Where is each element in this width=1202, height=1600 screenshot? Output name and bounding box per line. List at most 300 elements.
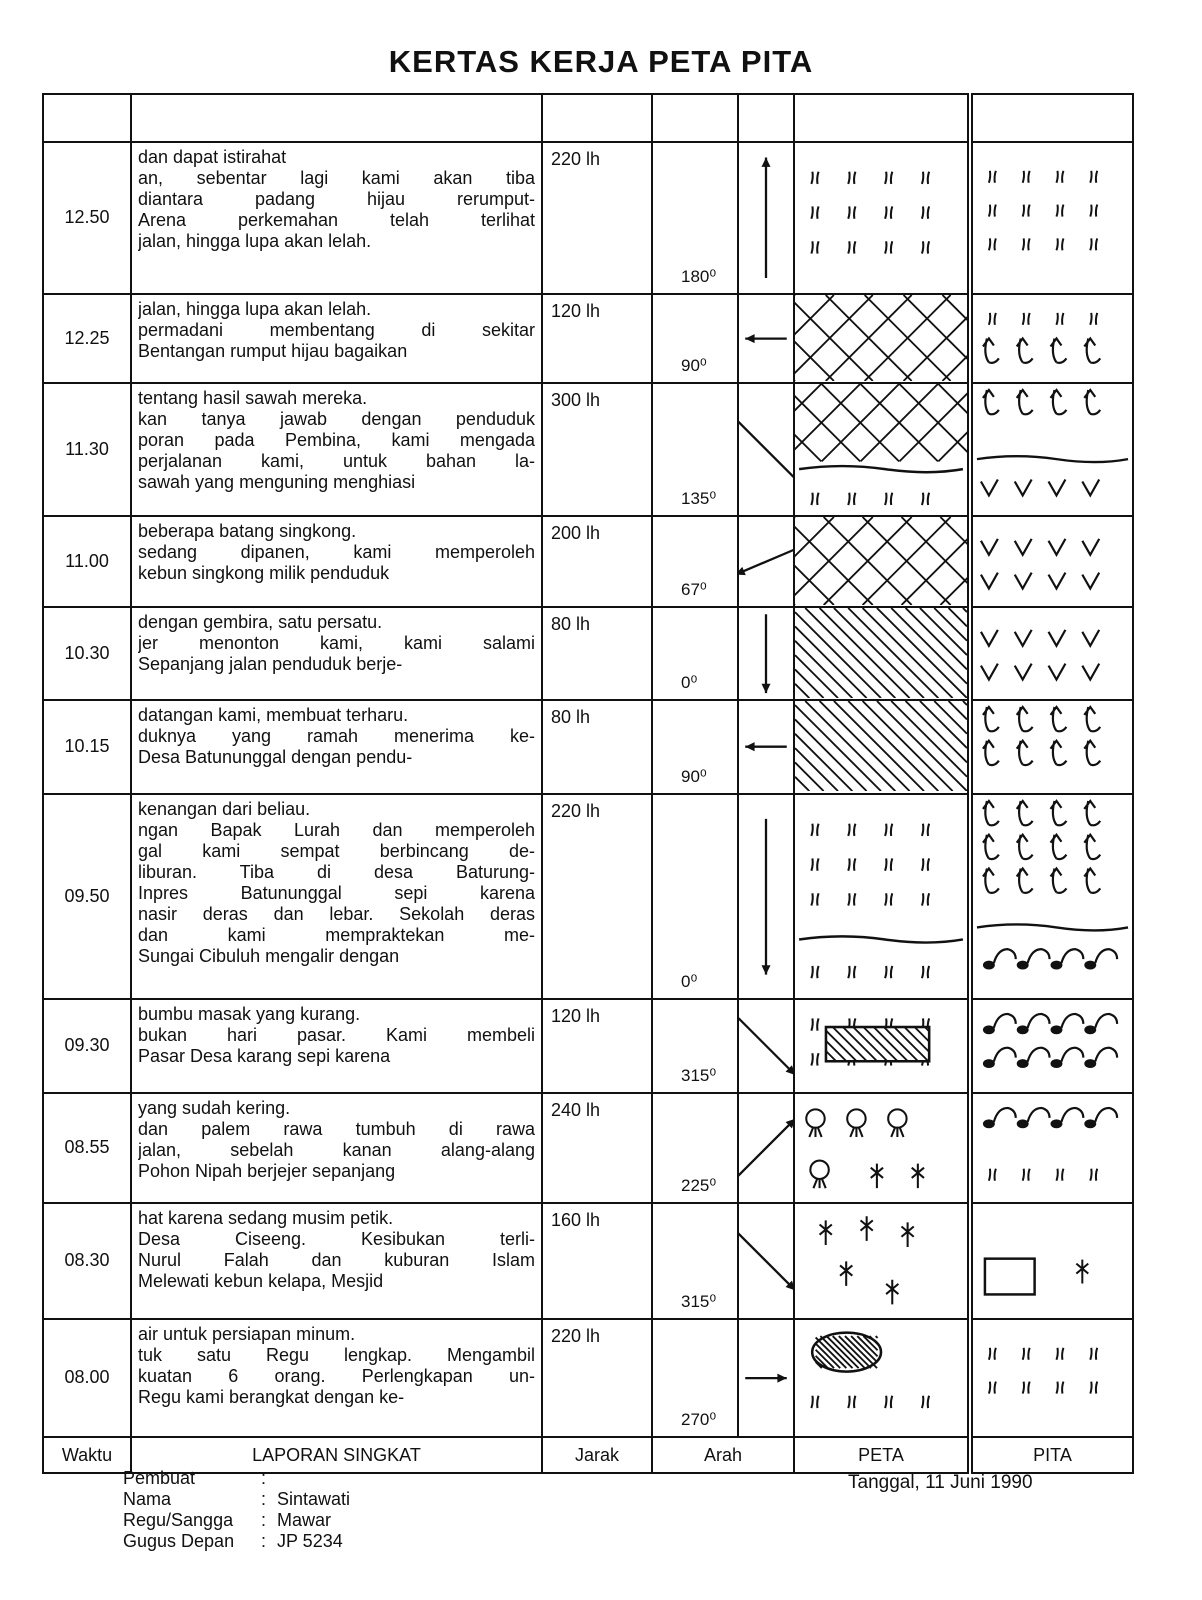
grass-mark: [1023, 312, 1030, 324]
direction-arrow-icon: [739, 608, 793, 699]
v-mark: [1049, 538, 1066, 554]
author-info: Pembuat : Nama : Sintawati Regu/Sangga : Mawar Gugus Depan : JP 5234: [123, 1468, 351, 1551]
plant-mark: [1051, 741, 1067, 765]
v-mark: [1015, 538, 1032, 554]
table-row: [43, 794, 1133, 1000]
direction-cell: [652, 1203, 738, 1319]
grass-mark: [1090, 1168, 1097, 1180]
sketch-group: [981, 630, 1099, 680]
report-cell: [131, 294, 542, 383]
river-line: [977, 456, 1128, 462]
direction-arrow-cell: [738, 700, 794, 793]
direction-arrow-icon: [739, 295, 793, 382]
label-peta: PETA: [794, 1437, 970, 1473]
grass-mark: [1023, 1348, 1030, 1360]
direction-cell: [652, 607, 738, 700]
arrow-shaft: [739, 412, 793, 485]
time-cell: 11.00: [43, 516, 131, 607]
map-sketch-image: [795, 143, 967, 290]
report-line: Desa Ciseeng. Kesibukan terli-: [138, 1228, 535, 1249]
grass-mark: [989, 171, 996, 183]
report-line: kan tanya jawab dengan penduduk: [138, 408, 535, 429]
report-line: dan dapat istirahat: [138, 147, 287, 167]
strip-sketch-image: [973, 701, 1132, 788]
map-sketch-cell: [794, 1093, 970, 1203]
report-line: nasir deras dan lebar. Sekolah deras: [138, 903, 535, 924]
grass-mark: [1056, 171, 1063, 183]
grass-mark: [1056, 238, 1063, 250]
report-line: tuk satu Regu lengkap. Mengambil: [138, 1344, 535, 1365]
direction-arrow-cell: [738, 142, 794, 294]
time-cell: 12.25: [43, 294, 131, 383]
report-cell: [131, 516, 542, 607]
report-line: Regu kami berangkat dengan ke-: [138, 1386, 405, 1407]
arrow-shaft: [739, 548, 793, 574]
map-sketch-cell: [794, 516, 970, 607]
v-mark: [1082, 572, 1099, 588]
note-stem: [1061, 949, 1083, 963]
plant-mark: [983, 338, 999, 362]
table-row: [43, 516, 1133, 607]
report-line: dengan gembira, satu persatu.: [138, 611, 383, 632]
plant-mark: [1051, 868, 1067, 892]
plant-mark: [1017, 801, 1033, 825]
report-line: Desa Batununggal dengan pendu-: [138, 747, 413, 768]
distance-cell: 220 lh: [542, 1319, 652, 1437]
report-line: Melewati kebun kelapa, Mesjid: [138, 1270, 384, 1291]
map-sketch-cell: [794, 383, 970, 516]
plant-mark: [1051, 834, 1067, 858]
grass-mark: [1090, 171, 1097, 183]
plant-mark: [1051, 390, 1067, 414]
v-mark: [1082, 630, 1099, 646]
direction-arrow-cell: [738, 607, 794, 700]
report-cell: [131, 383, 542, 516]
house-shape: [985, 1258, 1035, 1294]
map-sketch-image: [795, 1094, 967, 1200]
v-mark: [981, 479, 998, 495]
grass-mark: [1090, 312, 1097, 324]
map-sketch-cell: [794, 1203, 970, 1319]
map-sketch-cell: [794, 1319, 970, 1437]
direction-cell: [652, 1093, 738, 1203]
note-stem: [994, 1014, 1016, 1028]
direction-arrow-cell: [738, 1319, 794, 1437]
map-sketch-image: [795, 1204, 967, 1317]
note-stem: [994, 1107, 1016, 1121]
arrow-head: [761, 684, 770, 693]
report-line: Bentangan rumput hijau bagaikan: [138, 340, 408, 361]
report-cell: [131, 142, 542, 294]
direction-arrow-cell: [738, 1203, 794, 1319]
note-stem: [1028, 949, 1050, 963]
report-line: poran pada Pembina, kami mengada: [138, 429, 535, 450]
distance-cell: 80 lh: [542, 607, 652, 700]
plant-mark: [983, 741, 999, 765]
arrow-head: [777, 1373, 786, 1382]
report-line: jalan, hingga lupa akan lelah.: [138, 231, 372, 251]
note-stem: [1061, 1014, 1083, 1028]
plant-mark: [1084, 707, 1100, 731]
note-stem: [1095, 1014, 1117, 1028]
label-pita: PITA: [970, 1437, 1133, 1473]
direction-degree: 315⁰: [681, 1065, 717, 1085]
sketch-bg: [795, 143, 967, 290]
note-stem: [1028, 1107, 1050, 1121]
plant-mark: [1084, 868, 1100, 892]
direction-degree: 0⁰: [681, 972, 698, 992]
direction-arrow-cell: [738, 1093, 794, 1203]
strip-sketch-cell: [970, 1319, 1133, 1437]
time-cell: 10.30: [43, 607, 131, 700]
map-sketch-cell: [794, 700, 970, 793]
time-cell: 10.15: [43, 700, 131, 793]
map-sketch-cell: [794, 607, 970, 700]
report-line: bukan hari pasar. Kami membeli: [138, 1025, 535, 1046]
date-text: Tanggal, 11 Juni 1990: [848, 1472, 1033, 1493]
grass-mark: [989, 1348, 996, 1360]
note-stem: [1061, 1048, 1083, 1062]
grass-mark: [1090, 238, 1097, 250]
page-title: KERTAS KERJA PETA PITA: [388, 44, 814, 79]
table-row: [43, 294, 1133, 383]
strip-sketch-cell: [970, 607, 1133, 700]
nama-label: Nama: [123, 1489, 172, 1509]
report-cell: [131, 1203, 542, 1319]
report-line: gal kami sempat berbincang de-: [138, 840, 535, 861]
header-row: [43, 94, 1133, 142]
report-line: Pasar Desa karang sepi karena: [138, 1046, 391, 1067]
report-line: perjalanan kami, untuk bahan la-: [138, 450, 535, 471]
plant-mark: [1084, 741, 1100, 765]
sketch-group: [983, 312, 1100, 362]
grass-mark: [1090, 1348, 1097, 1360]
direction-degree: 315⁰: [681, 1291, 717, 1311]
sketch-group: [977, 801, 1128, 970]
time-cell: 08.30: [43, 1203, 131, 1319]
v-mark: [1082, 479, 1099, 495]
plant-mark: [1017, 868, 1033, 892]
plant-mark: [983, 868, 999, 892]
strip-sketch-cell: [970, 383, 1133, 516]
direction-arrow-icon: [739, 143, 793, 293]
direction-degree: 225⁰: [681, 1175, 717, 1195]
map-sketch-image: [795, 608, 967, 698]
direction-arrow-cell: [738, 999, 794, 1092]
plant-mark: [1017, 741, 1033, 765]
table-row: [43, 1319, 1133, 1437]
report-line: kenangan dari beliau.: [138, 798, 311, 819]
report-line: bumbu masak yang kurang.: [138, 1004, 361, 1025]
strip-sketch-image: [973, 1094, 1132, 1197]
plant-mark: [983, 801, 999, 825]
distance-cell: 120 lh: [542, 294, 652, 383]
report-line: kebun singkong milik penduduk: [138, 562, 390, 583]
strip-sketch-cell: [970, 794, 1133, 1000]
direction-arrow-icon: [739, 701, 793, 792]
v-mark: [981, 664, 998, 680]
plant-mark: [1084, 338, 1100, 362]
plant-mark: [983, 390, 999, 414]
gugus-label: Gugus Depan: [123, 1531, 235, 1551]
report-line: dan kami mempraktekan me-: [138, 924, 535, 945]
plant-mark: [1084, 390, 1100, 414]
report-line: air untuk persiapan minum.: [138, 1323, 356, 1344]
arrow-head: [745, 742, 754, 751]
report-line: jalan, hingga lupa akan lelah.: [138, 298, 372, 319]
report-line: Arena perkemahan telah terlihat: [138, 210, 535, 230]
v-mark: [1015, 630, 1032, 646]
river-line: [977, 924, 1128, 930]
report-line: jalan, sebelah kanan alang-alang: [138, 1139, 535, 1160]
plant-mark: [1017, 338, 1033, 362]
time-cell: 09.50: [43, 794, 131, 1000]
plant-mark: [1051, 338, 1067, 362]
label-waktu: Waktu: [43, 1437, 131, 1473]
table-row: [43, 999, 1133, 1092]
plant-mark: [1084, 801, 1100, 825]
plant-mark: [983, 707, 999, 731]
grass-mark: [989, 205, 996, 217]
label-arah: Arah: [652, 1437, 794, 1473]
note-stem: [994, 1048, 1016, 1062]
direction-arrow-icon: [739, 384, 793, 515]
strip-sketch-cell: [970, 294, 1133, 383]
distance-cell: 80 lh: [542, 700, 652, 793]
map-sketch-cell: [794, 294, 970, 383]
strip-sketch-image: [973, 1204, 1132, 1313]
v-mark: [1082, 538, 1099, 554]
label-jarak: Jarak: [542, 1437, 652, 1473]
strip-sketch-cell: [970, 1093, 1133, 1203]
direction-cell: [652, 142, 738, 294]
time-cell: 12.50: [43, 142, 131, 294]
note-stem: [1028, 1014, 1050, 1028]
strip-sketch-cell: [970, 1203, 1133, 1319]
v-mark: [1015, 572, 1032, 588]
strip-sketch-image: [973, 295, 1132, 378]
grass-mark: [1023, 1168, 1030, 1180]
note-stem: [1095, 1107, 1117, 1121]
report-line: Nurul Falah dan kuburan Islam: [138, 1249, 535, 1270]
report-line: sawah yang menguning menghiasi: [138, 471, 416, 492]
direction-arrow-icon: [739, 1094, 793, 1202]
sketch-bg: [795, 795, 967, 996]
arrow-shaft: [739, 1118, 793, 1177]
arrow-head: [761, 965, 770, 974]
direction-degree: 90⁰: [681, 355, 707, 375]
arrow-head: [745, 334, 754, 343]
report-line: Pohon Nipah berjejer sepanjang: [138, 1160, 396, 1181]
sketch-group: [981, 538, 1099, 588]
sketch-group: [989, 1348, 1097, 1394]
sketch-group: [983, 1014, 1117, 1068]
report-cell: [131, 607, 542, 700]
distance-cell: 120 lh: [542, 999, 652, 1092]
strip-sketch-image: [973, 384, 1132, 509]
note-stem: [1095, 1048, 1117, 1062]
palm-mark: [1076, 1259, 1088, 1283]
distance-cell: 220 lh: [542, 794, 652, 1000]
direction-degree: 180⁰: [681, 266, 717, 286]
report-line: dan palem rawa tumbuh di rawa: [138, 1118, 535, 1139]
plant-mark: [1084, 834, 1100, 858]
report-line: hat karena sedang musim petik.: [138, 1207, 394, 1228]
grass-mark: [1056, 1168, 1063, 1180]
plant-mark: [1051, 707, 1067, 731]
report-line: liburan. Tiba di desa Baturung-: [138, 861, 535, 882]
grass-mark: [989, 238, 996, 250]
report-cell: [131, 794, 542, 1000]
strip-sketch-cell: [970, 999, 1133, 1092]
direction-degree: 90⁰: [681, 766, 707, 786]
map-sketch-cell: [794, 999, 970, 1092]
strip-sketch-cell: [970, 700, 1133, 793]
strip-sketch-image: [973, 1320, 1132, 1431]
sketch-group: [977, 390, 1128, 495]
report-line: datangan kami, membuat terharu.: [138, 705, 409, 726]
strip-sketch-image: [973, 608, 1132, 695]
v-mark: [981, 538, 998, 554]
map-sketch-cell: [794, 794, 970, 1000]
direction-cell: [652, 383, 738, 516]
grass-mark: [989, 1168, 996, 1180]
grass-mark: [1056, 1381, 1063, 1393]
report-cell: [131, 700, 542, 793]
report-line: duknya yang ramah menerima ke-: [138, 726, 535, 747]
map-sketch-image: [795, 1320, 967, 1435]
direction-degree: 67⁰: [681, 579, 707, 599]
sketch-group: [989, 171, 1097, 250]
direction-arrow-icon: [739, 1000, 793, 1091]
report-line: tentang hasil sawah mereka.: [138, 387, 368, 408]
strip-sketch-cell: [970, 516, 1133, 607]
table-row: [43, 700, 1133, 793]
direction-cell: [652, 516, 738, 607]
report-line: kuatan 6 orang. Perlengkapan un-: [138, 1365, 535, 1386]
time-cell: 08.00: [43, 1319, 131, 1437]
direction-arrow-icon: [739, 795, 793, 999]
sketch-group: [983, 1107, 1117, 1180]
distance-cell: 200 lh: [542, 516, 652, 607]
plant-mark: [983, 834, 999, 858]
map-sketch-image: [795, 701, 967, 791]
report-line: diantara padang hijau rerumput-: [138, 189, 535, 209]
v-mark: [1049, 479, 1066, 495]
direction-cell: [652, 294, 738, 383]
arrow-shaft: [739, 1016, 793, 1075]
sketch-group: [985, 1258, 1088, 1294]
distance-cell: 240 lh: [542, 1093, 652, 1203]
report-line: sedang dipanen, kami memperoleh: [138, 541, 535, 562]
strip-sketch-image: [973, 517, 1132, 602]
plant-mark: [1017, 834, 1033, 858]
grass-mark: [1056, 1348, 1063, 1360]
worksheet-table: [42, 93, 1134, 1474]
direction-cell: [652, 700, 738, 793]
distance-cell: 160 lh: [542, 1203, 652, 1319]
distance-cell: 300 lh: [542, 383, 652, 516]
note-stem: [1061, 1107, 1083, 1121]
report-cell: [131, 999, 542, 1092]
distance-cell: 220 lh: [542, 142, 652, 294]
strip-sketch-image: [973, 1000, 1132, 1087]
grass-mark: [1056, 205, 1063, 217]
sketch-group: [983, 707, 1100, 765]
label-laporan: LAPORAN SINGKAT: [131, 1437, 542, 1473]
plant-mark: [1051, 801, 1067, 825]
report-cell: [131, 1319, 542, 1437]
map-sketch-image: [795, 517, 967, 605]
plant-mark: [1017, 390, 1033, 414]
report-line: beberapa batang singkong.: [138, 520, 357, 541]
strip-sketch-cell: [970, 142, 1133, 294]
map-sketch-cell: [794, 142, 970, 294]
report-line: yang sudah kering.: [138, 1097, 291, 1118]
direction-arrow-cell: [738, 383, 794, 516]
direction-arrow-icon: [739, 1204, 793, 1318]
v-mark: [1049, 572, 1066, 588]
v-mark: [981, 630, 998, 646]
direction-arrow-cell: [738, 516, 794, 607]
sketch-bg: [795, 1204, 967, 1317]
strip-sketch-image: [973, 143, 1132, 286]
report-line: Inpres Batununggal sepi karena: [138, 882, 535, 903]
direction-cell: [652, 1319, 738, 1437]
direction-degree: 135⁰: [681, 488, 717, 508]
time-cell: 09.30: [43, 999, 131, 1092]
direction-cell: [652, 794, 738, 1000]
strip-sketch-image: [973, 795, 1132, 990]
report-line: jer menonton kami, kami salami: [138, 632, 535, 653]
report-line: permadani membentang di sekitar: [138, 319, 535, 340]
grass-mark: [1023, 238, 1030, 250]
direction-arrow-cell: [738, 794, 794, 1000]
grass-mark: [1056, 312, 1063, 324]
table-row: [43, 383, 1133, 516]
pembuat-label: Pembuat: [123, 1468, 196, 1488]
direction-cell: [652, 999, 738, 1092]
note-stem: [1028, 1048, 1050, 1062]
map-sketch-image: [795, 795, 967, 996]
v-mark: [981, 572, 998, 588]
report-line: ngan Bapak Lurah dan memperoleh: [138, 819, 535, 840]
grass-mark: [1090, 205, 1097, 217]
direction-arrow-cell: [738, 294, 794, 383]
regu-label: Regu/Sangga: [123, 1510, 234, 1530]
direction-arrow-icon: [739, 517, 793, 606]
map-sketch-image: [795, 384, 967, 513]
plant-mark: [1017, 707, 1033, 731]
grass-mark: [1090, 1381, 1097, 1393]
arrow-shaft: [739, 1231, 793, 1290]
table-row: [43, 607, 1133, 700]
arrow-head: [761, 158, 770, 167]
grass-mark: [989, 1381, 996, 1393]
direction-degree: 0⁰: [681, 673, 698, 693]
grass-mark: [989, 312, 996, 324]
direction-arrow-icon: [739, 1320, 793, 1436]
time-cell: 08.55: [43, 1093, 131, 1203]
note-stem: [1095, 949, 1117, 963]
table-row: [43, 1093, 1133, 1203]
table-row: [43, 142, 1133, 294]
regu-value: Mawar: [277, 1510, 332, 1530]
table-row: [43, 1203, 1133, 1319]
report-line: an, sebentar lagi kami akan tiba: [138, 168, 535, 188]
map-sketch-image: [795, 295, 967, 381]
map-sketch-image: [795, 1000, 967, 1090]
